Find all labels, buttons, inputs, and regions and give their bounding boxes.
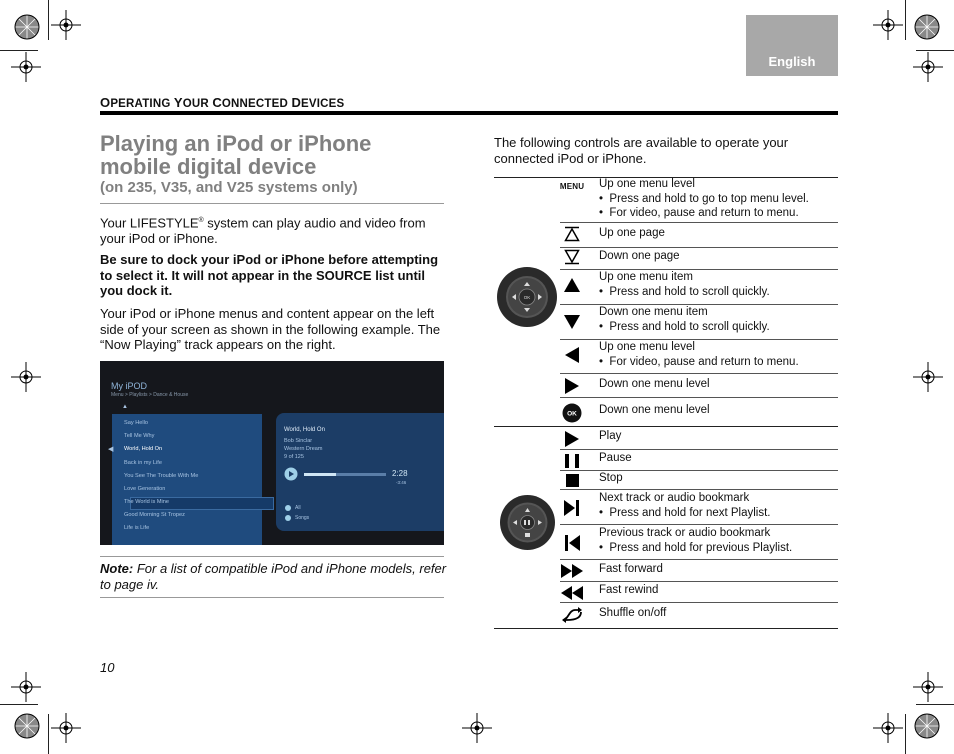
section-heading-initial: D: [291, 95, 302, 110]
control-bullet: • Press and hold for next Playlist.: [599, 506, 771, 519]
row-rule: [560, 373, 838, 374]
next-track-icon: [564, 500, 580, 516]
np-remaining: -3:46: [396, 480, 407, 485]
section-heading: [100, 95, 344, 110]
crop-mark: [916, 704, 954, 705]
control-bullet: • Press and hold to go to top menu level.: [599, 192, 809, 205]
now-playing-panel: [276, 413, 444, 531]
control-bullet: • Press and hold to scroll quickly.: [599, 320, 770, 333]
playlist-item: Say Hello: [124, 420, 148, 426]
arrow-left-icon: [565, 347, 579, 363]
registration-mark-icon: [462, 713, 492, 743]
control-bullet-text: Press and hold to scroll quickly.: [609, 285, 770, 298]
ok-button-icon: [562, 403, 582, 423]
header-rule: [100, 111, 838, 115]
menu-text-icon: MENU: [559, 182, 585, 191]
control-description: Down one page: [599, 250, 680, 262]
page-title: Playing an iPod or iPhone mobile digital device: [100, 131, 372, 179]
color-target-icon: [914, 713, 940, 739]
crop-mark: [48, 714, 49, 754]
np-artist: Bob Sinclar: [284, 438, 313, 444]
registration-mark-icon: [51, 10, 81, 40]
registration-mark-icon: [11, 362, 41, 392]
page-down-icon: [564, 249, 580, 265]
dock-warning: Be sure to dock your iPod or iPhone before attempting to select it. It will not appear in the SOURCE list until you dock it.: [100, 252, 439, 298]
control-description: Fast forward: [599, 563, 663, 575]
note: [100, 561, 450, 592]
control-description: Up one menu item: [599, 271, 693, 283]
color-target-icon: [914, 14, 940, 40]
control-bullet-text: Press and hold for previous Playlist.: [609, 541, 793, 554]
registration-mark-icon: [873, 10, 903, 40]
control-bullet: • For video, pause and return to menu.: [599, 207, 799, 219]
registration-mark-icon: [913, 52, 943, 82]
title-rule: [100, 203, 444, 204]
page-subtitle: (on 235, V35, and V25 systems only): [100, 179, 358, 196]
crop-mark: [916, 50, 954, 51]
control-bullet-text: For video, pause and return to menu.: [609, 207, 799, 219]
crop-mark: [0, 50, 38, 51]
registered-mark: ®: [198, 217, 204, 224]
remote-transport-pad-icon: [499, 494, 556, 551]
ipod-screen-example: [100, 361, 444, 545]
registration-mark-icon: [873, 713, 903, 743]
np-position: 9 of 125: [284, 454, 304, 460]
row-rule: [560, 559, 838, 560]
registration-mark-icon: [913, 362, 943, 392]
note-text: For a list of compatible iPod and iPhone models, refer to page iv.: [100, 561, 447, 592]
control-bullet: • Press and hold to scroll quickly.: [599, 285, 770, 298]
intro-text-rest: system can play audio and video from your iPod or iPhone.: [100, 215, 426, 246]
np-shuffle: Songs: [295, 515, 310, 521]
play-icon: [565, 431, 579, 447]
playlist-panel: [112, 414, 262, 545]
page-up-icon: [564, 226, 580, 242]
section-heading-initial: Y: [173, 95, 183, 110]
playlist-item: Tell Me Why: [124, 433, 155, 439]
np-progress-fill: [304, 473, 336, 476]
control-description: Up one menu level: [599, 178, 695, 190]
menus-paragraph: Your iPod or iPhone menus and content appear on the left side of your screen as shown in the following example. The “Now Playing” track appears on the right.: [100, 306, 441, 352]
control-bullet: • Press and hold for previous Playlist.: [599, 541, 793, 554]
arrow-right-icon: [565, 378, 579, 394]
registration-mark-icon: [913, 672, 943, 702]
control-bullet-text: Press and hold to go to top menu level.: [609, 192, 809, 205]
crop-mark: [0, 704, 38, 705]
color-target-icon: [14, 713, 40, 739]
np-album: Western Dream: [284, 446, 323, 452]
np-play-icon: [284, 467, 298, 481]
remote-navigation-pad-icon: [496, 266, 558, 328]
table-bottom-rule: [494, 628, 838, 629]
table-group-rule: [494, 426, 838, 427]
control-description: Next track or audio bookmark: [599, 492, 750, 504]
playlist-item: You See The Trouble With Me: [124, 473, 199, 479]
ok-key-label: OK: [523, 295, 531, 300]
row-rule: [560, 581, 838, 582]
intro-text: Your LIFESTYLE: [100, 215, 199, 231]
control-description: Down one menu item: [599, 306, 708, 318]
shuffle-icon: [561, 606, 583, 624]
playlist-item: Back in my Life: [124, 460, 162, 466]
row-rule: [560, 397, 838, 398]
np-progress-track: [304, 473, 386, 476]
pause-icon: [565, 454, 579, 468]
control-description: Play: [599, 430, 622, 442]
row-rule: [560, 222, 838, 223]
crop-mark: [905, 714, 906, 754]
registration-mark-icon: [51, 713, 81, 743]
scroll-up-icon: ▲: [122, 404, 128, 410]
note-label: Note:: [100, 561, 134, 576]
control-description: Stop: [599, 472, 623, 484]
section-heading-word: OUR: [182, 98, 213, 110]
controls-intro: The following controls are available to operate your connected iPod or iPhone.: [494, 135, 789, 166]
np-repeat: All: [295, 505, 301, 511]
playlist-item: World, Hold On: [124, 446, 163, 452]
arrow-up-icon: [564, 278, 580, 292]
section-heading-initial: C: [212, 95, 222, 110]
control-bullet-text: For video, pause and return to menu.: [609, 355, 799, 368]
control-description: Fast rewind: [599, 584, 659, 596]
control-description: Down one menu level: [599, 404, 710, 416]
screen-breadcrumb: Menu > Playlists > Dance & House: [111, 392, 189, 398]
control-description: Up one page: [599, 227, 665, 239]
note-top-rule: [100, 556, 444, 557]
ok-button-label: OK: [567, 410, 577, 418]
control-description: Up one menu level: [599, 341, 695, 353]
arrow-down-icon: [564, 315, 580, 329]
control-description: Pause: [599, 452, 632, 464]
control-bullet-text: Press and hold for next Playlist.: [609, 506, 771, 519]
previous-track-icon: [564, 535, 580, 551]
fast-rewind-icon: [561, 586, 583, 600]
np-track: World, Hold On: [284, 427, 325, 433]
crop-mark: [48, 0, 49, 40]
playlist-item: The World is Mine: [124, 499, 169, 505]
intro-paragraph: [100, 213, 450, 246]
control-description: Down one menu level: [599, 378, 710, 390]
crop-mark: [905, 0, 906, 40]
row-rule: [560, 449, 838, 450]
control-description: Shuffle on/off: [599, 607, 667, 619]
section-heading-word: PERATING: [110, 98, 174, 110]
repeat-icon: [285, 505, 291, 511]
np-time: 2:28: [392, 469, 408, 478]
row-rule: [560, 524, 838, 525]
section-heading-word: ONNECTED: [221, 98, 292, 110]
control-description: Previous track or audio bookmark: [599, 527, 771, 539]
playlist-item: Life is Life: [124, 525, 150, 531]
playlist-item: Good Morning St Tropez: [124, 512, 185, 518]
selected-arrow-icon: ◀: [108, 446, 114, 453]
screen-title: My iPOD: [111, 381, 147, 391]
language-tab[interactable]: [746, 15, 838, 76]
section-heading-initial: O: [100, 95, 111, 110]
fast-forward-icon: [561, 564, 583, 578]
registration-mark-icon: [11, 672, 41, 702]
row-rule: [560, 489, 838, 490]
control-bullet: • For video, pause and return to menu.: [599, 355, 799, 368]
stop-icon: [566, 474, 579, 487]
page-number: 10: [100, 660, 115, 675]
note-bottom-rule: [100, 597, 444, 598]
color-target-icon: [14, 14, 40, 40]
section-heading-word: EVICES: [301, 98, 345, 110]
language-tab-label: English: [768, 54, 816, 69]
control-bullet-text: Press and hold to scroll quickly.: [609, 320, 770, 333]
registration-mark-icon: [11, 52, 41, 82]
row-rule: [560, 602, 838, 603]
playlist-item: Love Generation: [124, 486, 166, 492]
shuffle-indicator-icon: [285, 515, 291, 521]
row-rule: [560, 247, 838, 248]
